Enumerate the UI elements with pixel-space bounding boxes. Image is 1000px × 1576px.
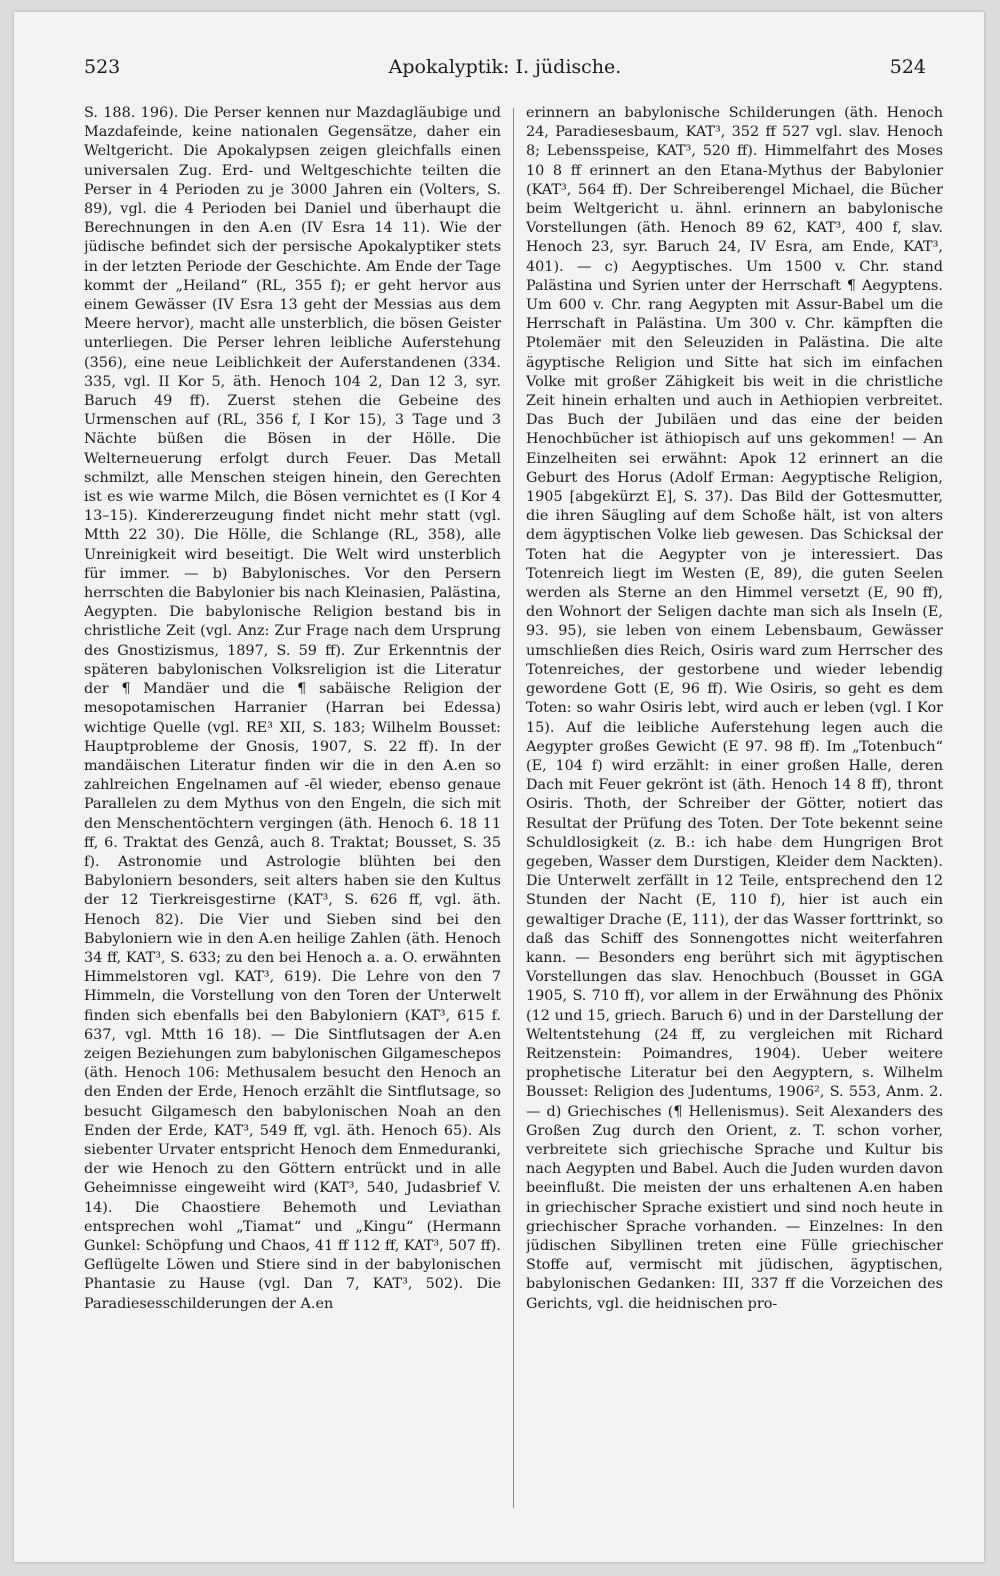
text-column-right [526,104,943,1504]
column-divider [513,108,514,1508]
page-number-left: 523 [84,56,121,78]
column-text: erinnern an babylonische Schilderungen (äth. Henoch 24, Paradiesesbaum, KAT³, 352 ff 527 vgl. slav. Henoch 8; Lebensspeise, KAT³, 520 ff). Himmelfahrt des Moses 10 8 ff erinnert an den Etana-Mythus der Babylonier (KAT³, 564 ff). Der Schreiberengel Michael, die Bücher beim Weltgericht u. ähnl. erinnern an babylonische Vorstellungen (äth. Henoch 89 62, KAT³, 400 f, slav. Henoch 23, syr. Baruch 24, IV Esra, am Ende, KAT³, 401). — c) Aegyptisches. Um 1500 v. Chr. stand Palästina und Syrien unter der Herrschaft ¶ Aegyptens. Um 600 v. Chr. rang Aegypten mit Assur-Babel um die Herrschaft in Palästina. Um 300 v. Chr. kämpften die Ptolemäer mit den Seleuziden in Palästina. Die alte ägyptische Religion und Sitte hat sich im einfachen Volke mit großer Zähigkeit bis weit in die christliche Zeit hinein erhalten und auch in Aethiopien verbreitet. Das Buch der Jubiläen und das eine der beiden Henochbücher ist äthiopisch auf uns gekommen! — An Einzelheiten sei erwähnt: Apok 12 erinnert an die Geburt des Horus (Adolf Erman: Aegyptische Religion, 1905 [abgekürzt E], S. 37). Das Bild der Gottesmutter, die ihren Säugling auf dem Schoße hält, ist von alters dem ägyptischen Volke lieb gewesen. Das Schicksal der Toten hat die Aegypter von je interessiert. Das Totenreich liegt im Westen (E, 89), die guten Seelen werden als Sterne an den Himmel versetzt (E, 90 ff), den Wohnort der Seligen dachte man sich als Inseln (E, 93. 95), sie leben von einem Lebensbaum, Gewässer umschließen dies Reich, Osiris ward zum Herrscher des Totenreiches, der gestorbene und wieder lebendig gewordene Gott (E, 96 ff). Wie Osiris, so geht es dem Toten: so wahr Osiris lebt, wird auch er leben (vgl. I Kor 15). Auf die leibliche Auferstehung legen auch die Aegypter großes Gewicht (E 97. 98 ff). Im „Totenbuch“ (E, 104 f) wird erzählt: in einer großen Halle, deren Dach mit Feuer gekrönt ist (äth. Henoch 14 8 ff), thront Osiris. Thoth, der Schreiber der Götter, notiert das Resultat der Prüfung des Toten. Der Tote bekennt seine Schuldlosigkeit (z. B.: ich habe dem Hungrigen Brot gegeben, Wasser dem Durstigen, Kleider dem Nackten). Die Unterwelt zerfällt in 12 Teile, entsprechend den 12 Stunden der Nacht (E, 110 f), hier ist auch ein gewaltiger Drache (E, 111), der das Wasser forttrinkt, so daß das Schiff des Sonnengottes nicht weiterfahren kann. — Besonders eng berührt sich mit ägyptischen Vorstellungen das slav. Henochbuch (Bousset in GGA 1905, S. 710 ff), vor allem in der Erwähnung des Phönix (12 und 15, griech. Baruch 6) und in der Darstellung der Weltentstehung (24 ff, zu vergleichen mit Richard Reitzenstein: Poimandres, 1904). Ueber weitere prophetische Literatur bei den Aegyptern, s. Wilhelm Bousset: Religion des Judentums, 1906², S. 553, Anm. 2. — d) Griechisches (¶ Hellenismus). Seit Alexanders des Großen Zug durch den Orient, z. T. schon vorher, verbreitete sich griechische Sprache und Kultur bis nach Aegypten und Babel. Auch die Juden wurden davon beeinflußt. Die meisten der uns erhaltenen A.en haben in griechischer Sprache existiert und sind noch heute in griechischer Sprache vorhanden. — Einzelnes: In den jüdischen Sibyllinen treten eine Fülle griechischer Stoffe auf, vermischt mit jüdischen, ägyptischen, babylonischen Gedanken: III, 337 ff die Vorzeichen des Gerichts, vgl. die heidnischen pro- [526,105,943,1312]
column-text: S. 188. 196). Die Perser kennen nur Mazdagläubige und Mazdafeinde, keine nationalen Gegensätze, daher ein Weltgericht. Die Apokalypsen zeigen gleichfalls einen universalen Zug. Erd- und Weltgeschichte teilten die Perser in 4 Perioden zu je 3000 Jahren ein (Volters, S. 89), vgl. die 4 Perioden bei Daniel und überhaupt die Berechnungen in den A.en (IV Esra 14 11). Wie der jüdische befindet sich der persische Apokalyptiker stets in der letzten Periode der Geschichte. Am Ende der Tage kommt der „Heiland“ (RL, 355 f); er geht hervor aus einem Gewässer (IV Esra 13 geht der Messias aus dem Meere hervor), macht alle unsterblich, die bösen Geister unterliegen. Die Perser lehren leibliche Auferstehung (356), eine neue Leiblichkeit der Auferstandenen (334. 335, vgl. II Kor 5, äth. Henoch 104 2, Dan 12 3, syr. Baruch 49 ff). Zuerst stehen die Gebeine des Urmenschen auf (RL, 356 f, I Kor 15), 3 Tage und 3 Nächte büßen die Bösen in der Hölle. Die Welterneuerung erfolgt durch Feuer. Das Metall schmilzt, alle Menschen steigen hinein, den Gerechten ist es wie warme Milch, die Bösen vernichtet es (I Kor 4 13–15). Kindererzeugung findet nicht mehr statt (vgl. Mtth 22 30). Die Hölle, die Schlange (RL, 358), alle Unreinigkeit wird beseitigt. Die Welt wird unsterblich für immer. — b) Babylonisches. Vor den Persern herrschten die Babylonier bis nach Kleinasien, Palästina, Aegypten. Die babylonische Religion bestand bis in christliche Zeit (vgl. Anz: Zur Frage nach dem Ursprung des Gnostizismus, 1897, S. 59 ff). Zur Erkenntnis der späteren babylonischen Volksreligion ist die Literatur der ¶ Mandäer und die ¶ sabäische Religion der mesopotamischen Harranier (Harran bei Edessa) wichtige Quelle (vgl. RE³ XII, S. 183; Wilhelm Bousset: Hauptprobleme der Gnosis, 1907, S. 22 ff). In der mandäischen Literatur finden wir die in den A.en so zahlreichen Engelnamen auf -ēl wieder, ebenso genaue Parallelen zu dem Mythus von den Engeln, die sich mit den Menschentöchtern vergingen (äth. Henoch 6. 18 11 ff, 6. Traktat des Genzâ, auch 8. Traktat; Bousset, S. 35 f). Astronomie und Astrologie blühten bei den Babyloniern besonders, seit alters haben sie den Kultus der 12 Tierkreisgestirne (KAT³, S. 626 ff, vgl. äth. Henoch 82). Die Vier und Sieben sind bei den Babyloniern wie in den A.en heilige Zahlen (äth. Henoch 34 ff, KAT³, S. 633; zu den bei Henoch a. a. O. erwähnten Himmelstoren vgl. KAT³, 619). Die Lehre von den 7 Himmeln, die Vorstellung von den Toren der Unterwelt finden sich ebenfalls bei den Babyloniern (KAT³, 615 f. 637, vgl. Mtth 16 18). — Die Sintflutsagen der A.en zeigen Beziehungen zum babylonischen Gilgameschepos (äth. Henoch 106: Methusalem besucht den Henoch an den Enden der Erde, Henoch erzählt die Sintflutsage, so besucht Gilgamesch den babylonischen Noah an den Enden der Erde, KAT³, 549 ff, vgl. äth. Henoch 65). Als siebenter Urvater entspricht Henoch dem Enmeduranki, der wie Henoch zu den Göttern entrückt und in alle Geheimnisse eingeweiht wird (KAT³, 540, Judasbrief V. 14). Die Chaostiere Behemoth und Leviathan entsprechen wohl „Tiamat“ und „Kingu“ (Hermann Gunkel: Schöpfung und Chaos, 41 ff 112 ff, KAT³, 507 ff). Geflügelte Löwen und Stiere sind in der babylonischen Phantasie zu Hause (vgl. Dan 7, KAT³, 502). Die Paradiesesschilderungen der A.en [84,105,501,1312]
page-number-right: 524 [889,56,926,78]
book-page [14,12,984,1562]
text-column-left [84,104,501,1504]
running-title: Apokalyptik: I. jüdische. [388,56,622,78]
running-header [84,56,926,86]
